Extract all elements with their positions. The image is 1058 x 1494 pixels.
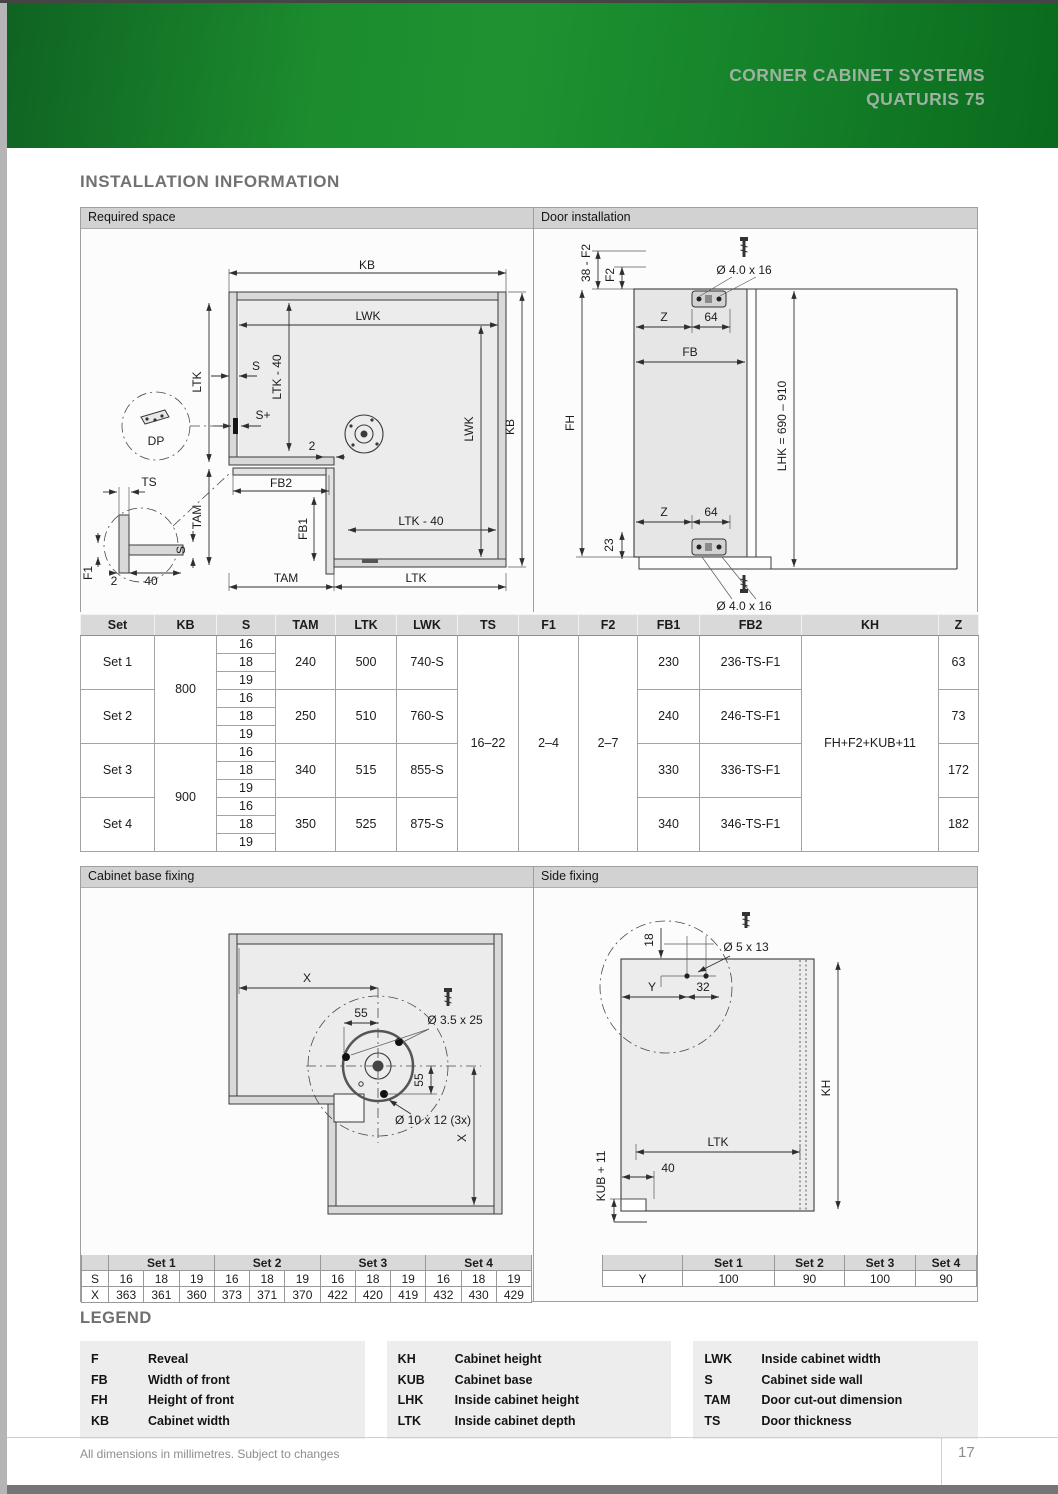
dim-64-bottom: 64 [704,505,718,519]
cell-s: 18 [217,654,276,672]
page-left-edge [0,3,7,1494]
dim-40: 40 [661,1161,675,1175]
dim-x-right: X [455,1133,469,1143]
dp-label: DP [147,434,165,448]
cell-f2: 2–7 [579,636,638,852]
sx-set4: Set 4 [426,1255,532,1271]
fixing-panels [80,866,978,1302]
panel-title-cabinet-base-fixing: Cabinet base fixing [81,867,533,888]
sx-cell: 420 [355,1287,390,1303]
sx-cell: 432 [426,1287,461,1303]
sx-set2: Set 2 [214,1255,320,1271]
sx-cell: 19 [285,1271,320,1287]
legend-term: F [91,1352,99,1366]
cell-s: 19 [217,672,276,690]
dim-ts: TS [141,475,157,489]
dim-ltk-40-v: LTK - 40 [270,354,284,400]
cell-tam: 340 [276,744,336,798]
legend-row [387,1349,672,1370]
sx-x-row [82,1287,532,1303]
dim-ltk: LTK [707,1135,729,1149]
sx-cell: 18 [461,1271,496,1287]
dim-kub-11: KUB + 11 [594,1150,608,1202]
installation-sets-table [80,614,979,852]
legend-column-1 [80,1341,365,1439]
dim-32: 32 [696,980,710,994]
dim-drill: Ø 10 x 12 (3x) [394,1113,472,1127]
cell-z: 63 [939,636,979,690]
dim-f2: F2 [603,267,617,283]
legend-term: FH [91,1393,108,1407]
sx-cell: 18 [250,1271,285,1287]
screw-icon [742,912,750,928]
dim-z-bottom: Z [660,505,668,519]
legend-row [80,1370,365,1391]
sx-cell: 16 [426,1271,461,1287]
cell-tam: 350 [276,798,336,852]
sx-cell: 429 [496,1287,531,1303]
sx-cell: 360 [179,1287,214,1303]
dim-fb1: FB1 [296,517,310,541]
dim-ltk-left: LTK [190,371,204,393]
sx-cell: 422 [320,1287,355,1303]
brand-line-2: QUATURIS 75 [866,89,985,109]
col-ts: TS [458,615,519,636]
panel-title-door-installation: Door installation [534,208,977,229]
col-ltk: LTK [336,615,397,636]
corner-detail [81,472,231,588]
cell-tam: 250 [276,690,336,744]
cell-s: 18 [217,708,276,726]
dim-gap-2: 2 [308,439,316,453]
cell-fb1: 240 [638,690,700,744]
col-fb2: FB2 [700,615,802,636]
cell-z: 73 [939,690,979,744]
footer-vertical-divider [941,1437,942,1485]
legend-row [80,1349,365,1370]
dim-fh: FH [563,415,577,431]
col-kb: KB [155,615,217,636]
sx-x-label: X [82,1287,109,1303]
dim-tam-bottom: TAM [273,571,299,585]
sx-cell: 16 [320,1271,355,1287]
legend-row [693,1370,978,1391]
y-cell: 100 [683,1271,775,1287]
y-corner [603,1255,683,1271]
dim-fb: FB [682,345,698,359]
cell-ltk: 510 [336,690,397,744]
legend-desc: Width of front [148,1372,230,1387]
cell-s: 16 [217,744,276,762]
dim-tam-left: TAM [190,504,204,530]
dim-ltk-40-bottom: LTK - 40 [398,514,444,528]
cell-kb-800: 800 [155,636,217,744]
damper-icon [362,559,378,563]
cell-lwk: 875-S [397,798,458,852]
cell-s: 18 [217,762,276,780]
legend-desc: Cabinet side wall [761,1372,863,1387]
legend-column-2 [387,1341,672,1439]
y-cell: 90 [916,1271,977,1287]
legend-term: LWK [704,1352,733,1366]
sx-cell: 19 [391,1271,426,1287]
col-tam: TAM [276,615,336,636]
dim-fb2: FB2 [269,476,293,490]
legend-row [387,1411,672,1432]
legend-term: KH [397,1352,416,1366]
page-number: 17 [958,1444,975,1461]
dim-lwk-top: LWK [355,309,381,323]
dim-23: 23 [602,538,616,552]
cell-lwk: 760-S [397,690,458,744]
cell-ltk: 525 [336,798,397,852]
cabinet-base-fixing-svg [81,888,532,1250]
cell-tam: 240 [276,636,336,690]
sx-cell: 371 [250,1287,285,1303]
panel-door-installation [534,208,977,611]
dim-y: Y [647,980,657,994]
y-set4: Set 4 [916,1255,977,1271]
screw-icon-bottom [740,575,748,593]
col-s: S [217,615,276,636]
door-installation-svg [534,229,977,613]
cell-ts: 16–22 [458,636,519,852]
sx-cell: 363 [109,1287,144,1303]
footer-divider-line [7,1437,1058,1438]
cell-s: 19 [217,726,276,744]
dim-kb-right: KB [503,418,517,436]
col-f1: F1 [519,615,579,636]
side-fixing-drawing [534,888,977,1255]
legend-row [693,1390,978,1411]
y-values-table [602,1254,977,1287]
sx-cell: 430 [461,1287,496,1303]
y-set1: Set 1 [683,1255,775,1271]
legend-desc: Cabinet width [148,1413,230,1428]
y-label: Y [603,1271,683,1287]
cabinet-base-fixing-drawing [81,888,533,1255]
cell-ltk: 500 [336,636,397,690]
legend-term: KUB [397,1372,425,1387]
sx-values-table [81,1254,532,1303]
cell-fb2: 336-TS-F1 [700,744,802,798]
cell-fb1: 330 [638,744,700,798]
legend-term: TS [704,1413,721,1428]
legend [80,1341,978,1439]
sx-cell: 18 [144,1271,179,1287]
wall-tick [233,418,238,434]
base-plan [229,934,502,1214]
sx-cell: 361 [144,1287,179,1303]
panel-title-required-space: Required space [81,208,533,229]
cell-s: 16 [217,636,276,654]
dim-55-top: 55 [354,1006,368,1020]
side-panel-structure [614,959,814,1222]
dim-z-top: Z [660,310,668,324]
cell-fb1: 230 [638,636,700,690]
sx-cell: 370 [285,1287,320,1303]
cell-z: 182 [939,798,979,852]
dim-64-top: 64 [704,310,718,324]
cell-fb2: 346-TS-F1 [700,798,802,852]
legend-desc: Inside cabinet width [761,1352,881,1366]
legend-desc: Cabinet height [454,1352,542,1366]
col-f2: F2 [579,615,638,636]
sx-cell: 16 [109,1271,144,1287]
legend-row [693,1349,978,1370]
legend-desc: Door thickness [761,1413,852,1428]
dim-lhk: LHK = 690 – 910 [775,380,789,472]
sx-set1: Set 1 [109,1255,215,1271]
required-space-drawing [81,229,533,618]
sx-set3: Set 3 [320,1255,426,1271]
cell-fb1: 340 [638,798,700,852]
dim-55-right: 55 [412,1073,426,1087]
sx-s-label: S [82,1271,109,1287]
brand-header [7,3,1058,148]
col-fb1: FB1 [638,615,700,636]
cell-fb2: 246-TS-F1 [700,690,802,744]
sx-cell: 19 [179,1271,214,1287]
brand-line-1: CORNER CABINET SYSTEMS [729,65,985,85]
dim-screw-small: Ø 3.5 x 25 [427,1013,483,1027]
dim-kb-top: KB [358,258,376,272]
dim-screw-bottom: Ø 4.0 x 16 [716,599,772,613]
legend-desc: Inside cabinet depth [454,1413,576,1428]
door-installation-drawing [534,229,977,618]
legend-desc: Height of front [148,1393,235,1407]
legend-term: S [704,1372,713,1387]
dim-18: 18 [642,933,656,947]
dim-s-detail: S [174,545,188,555]
section-title: INSTALLATION INFORMATION [80,172,340,191]
dim-kh: KH [819,1079,833,1097]
legend-term: FB [91,1372,108,1387]
cell-lwk: 855-S [397,744,458,798]
legend-desc: Inside cabinet height [454,1393,579,1407]
table-row [81,636,979,654]
table-header-row [81,615,979,636]
brand-title [729,63,985,111]
legend-row [387,1370,672,1391]
panel-required-space [81,208,534,611]
panel-cabinet-base-fixing [81,867,534,1301]
col-set: Set [81,615,155,636]
dim-x-top: X [302,971,312,985]
y-set3: Set 3 [845,1255,916,1271]
dim-screw-top: Ø 4.0 x 16 [716,263,772,277]
dim-s: S [251,359,261,373]
col-kh: KH [802,615,939,636]
legend-desc: Reveal [148,1352,189,1366]
y-data-row [603,1271,977,1287]
dp-detail [122,392,227,460]
legend-desc: Door cut-out dimension [761,1393,903,1407]
sx-cell: 16 [214,1271,249,1287]
cell-kh: FH+F2+KUB+11 [802,636,939,852]
cell-kb-900: 900 [155,744,217,852]
required-space-svg [81,229,532,613]
cell-set1: Set 1 [81,636,155,690]
sx-cell: 18 [355,1271,390,1287]
cell-s: 19 [217,834,276,852]
dim-38-f2: 38 - F2 [579,243,593,283]
cell-fb2: 236-TS-F1 [700,636,802,690]
col-lwk: LWK [397,615,458,636]
legend-title: LEGEND [80,1309,152,1327]
sx-s-row [82,1271,532,1287]
sx-cell: 19 [496,1271,531,1287]
legend-column-3 [693,1341,978,1439]
dim-forty: 40 [144,574,158,588]
corner-fitting [334,1094,364,1122]
installation-panels [80,207,978,612]
legend-term: KB [91,1413,110,1428]
legend-row [80,1390,365,1411]
hinge-icon-top [692,291,726,307]
dim-screw: Ø 5 x 13 [723,940,769,954]
y-cell: 90 [775,1271,845,1287]
dim-lwk-right: LWK [462,416,476,442]
y-cell: 100 [845,1271,916,1287]
panel-side-fixing [534,867,977,1301]
cell-set4: Set 4 [81,798,155,852]
legend-term: TAM [704,1393,731,1407]
sx-cell: 373 [214,1287,249,1303]
legend-row [80,1411,365,1432]
cell-s: 18 [217,816,276,834]
footer-note: All dimensions in millimetres. Subject to changes [80,1447,340,1461]
mounting-plate-icon [141,410,169,424]
cell-f1: 2–4 [519,636,579,852]
dim-f1: F1 [81,565,95,581]
cell-set3: Set 3 [81,744,155,798]
legend-term: LTK [397,1413,422,1428]
legend-desc: Cabinet base [454,1372,533,1387]
cell-s: 19 [217,780,276,798]
sx-corner [82,1255,109,1271]
y-header-row [603,1255,977,1271]
hinge-icon-bottom [692,539,726,555]
screw-icon-top [740,237,748,257]
cell-s: 16 [217,798,276,816]
cell-s: 16 [217,690,276,708]
legend-row [693,1411,978,1432]
cell-set2: Set 2 [81,690,155,744]
cell-z: 172 [939,744,979,798]
panel-title-side-fixing: Side fixing [534,867,977,888]
legend-row [387,1390,672,1411]
sx-cell: 419 [391,1287,426,1303]
col-z: Z [939,615,979,636]
sx-header-row [82,1255,532,1271]
bottom-bar [7,1485,1058,1494]
cell-ltk: 515 [336,744,397,798]
dim-two: 2 [110,574,118,588]
side-fixing-svg [534,888,975,1250]
cell-lwk: 740-S [397,636,458,690]
dim-ltk-bottom: LTK [405,571,427,585]
dim-s-plus: S+ [255,408,271,422]
legend-term: LHK [397,1393,424,1407]
y-set2: Set 2 [775,1255,845,1271]
